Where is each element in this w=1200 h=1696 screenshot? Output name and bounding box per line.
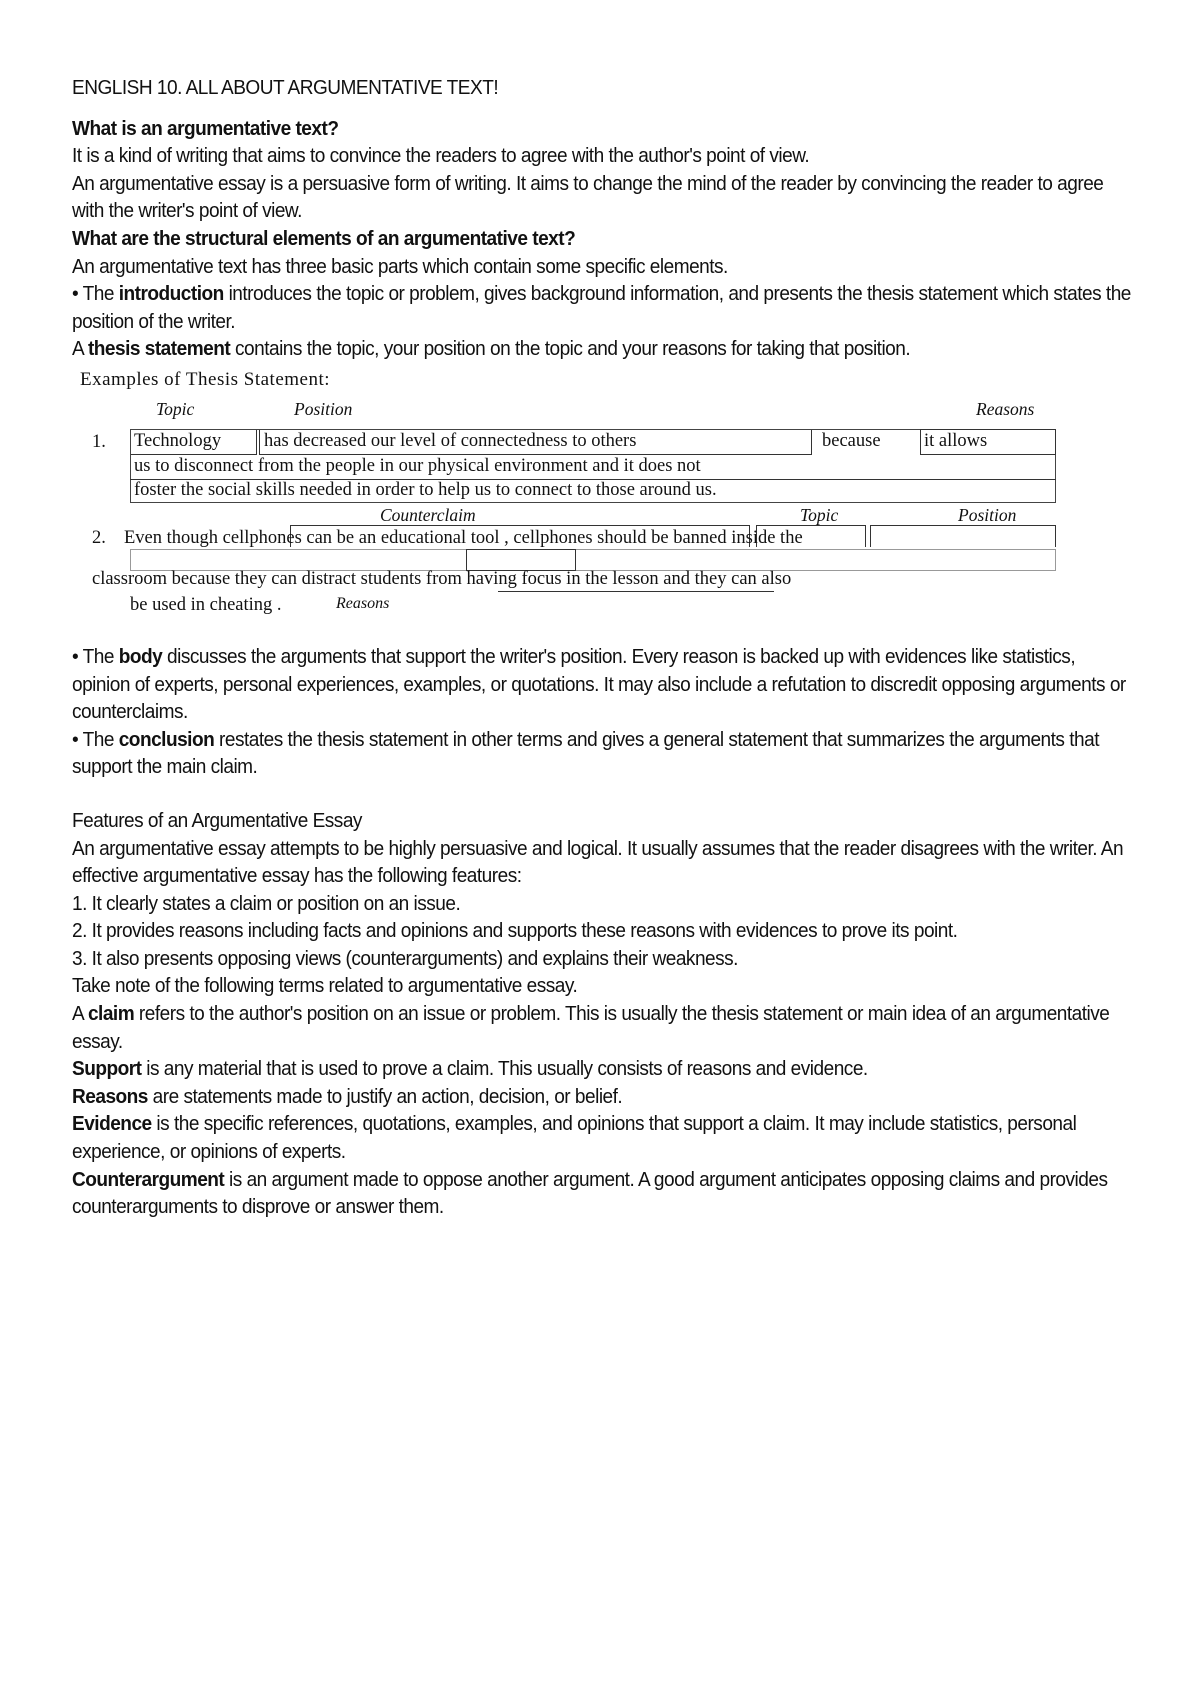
term-counterargument: Counterargument <box>72 1167 225 1191</box>
bullet-text: introduces the topic or problem, gives background information, and presents the thesis statement which states the position of the writer. <box>72 282 1131 333</box>
label-topic-2: Topic <box>800 504 839 525</box>
term-evidence: Evidence <box>72 1112 152 1136</box>
definition-text: is the specific references, quotations, examples, and opinions that support a claim. It may include statistics, personal experience, or opinions of experts. <box>72 1112 1077 1164</box>
term-support: Support <box>72 1057 142 1081</box>
label-topic: Topic <box>156 398 195 419</box>
term-counterargument-definition <box>72 1166 1132 1221</box>
parts-paragraph: An argumentative text has three basic parts which contain some specific elements. <box>72 254 728 278</box>
features-heading: Features of an Argumentative Essay <box>72 808 362 832</box>
example-1-because: because <box>822 430 881 451</box>
spacer <box>72 781 1132 807</box>
example-1-reason-line-2: us to disconnect from the people in our physical environment and it does not <box>134 455 701 476</box>
bullet-prefix: • The <box>72 727 119 751</box>
bullet-prefix: • The <box>72 644 119 668</box>
example-2-frame <box>130 549 1056 571</box>
example-1-reason-start: it allows <box>924 430 988 451</box>
thesis-statement-paragraph <box>72 335 1132 363</box>
term-support-definition <box>72 1055 1132 1083</box>
term-reasons: Reasons <box>72 1084 148 1108</box>
example-1-position: has decreased our level of connectedness to others <box>264 430 637 451</box>
example-number-1: 1. <box>92 431 106 452</box>
bullet-text: restates the thesis statement in other terms and gives a general statement that summarizes the arguments that support the main claim. <box>72 727 1099 779</box>
term-introduction: introduction <box>118 282 224 306</box>
term-thesis-statement: thesis statement <box>87 337 231 361</box>
terms-note: Take note of the following terms related to argumentative essay. <box>72 974 578 998</box>
label-position: Position <box>294 398 353 419</box>
reasons-underline <box>498 591 774 592</box>
document-page <box>72 74 1132 1221</box>
heading-text: What are the structural elements of an argumentative text? <box>72 226 576 250</box>
example-1-reason-line-3: foster the social skills needed in order to help us to connect to those around us. <box>134 479 717 500</box>
definition-paragraph-2: An argumentative essay is a persuasive form of writing. It aims to change the mind of the reader by convincing the reader to agree with the writer's point of view. <box>72 171 1104 223</box>
term-body: body <box>118 644 163 668</box>
conclusion-bullet <box>72 726 1132 781</box>
term-claim-definition <box>72 1000 1132 1055</box>
position-box-2 <box>870 525 1056 547</box>
introduction-bullet <box>72 280 1132 335</box>
term-evidence-definition <box>72 1110 1132 1165</box>
label-reasons: Reasons <box>976 398 1035 419</box>
label-position-2: Position <box>958 504 1017 525</box>
bullet-text: discusses the arguments that support the writer's position. Every reason is backed up with evidences like statistics, opinion of experts, personal experiences, examples, or quotations. It may also include a refutation to discredit opposing arguments or counterclaims. <box>72 644 1126 724</box>
feature-item-1: 1. It clearly states a claim or position on an issue. <box>72 891 461 915</box>
example-number-2: 2. <box>92 527 106 548</box>
bullet-prefix: • The <box>72 282 119 306</box>
features-intro: An argumentative essay attempts to be highly persuasive and logical. It usually assumes that the reader disagrees with the writer. An effective argumentative essay has the following features: <box>72 836 1124 888</box>
term-reasons-definition <box>72 1083 1132 1111</box>
definition-text: are statements made to justify an action, decision, or belief. <box>147 1084 623 1108</box>
definition-paragraph-1: It is a kind of writing that aims to convince the readers to agree with the author's point of view. <box>72 144 810 168</box>
definition-text: is any material that is used to prove a claim. This usually consists of reasons and evidence. <box>141 1057 868 1081</box>
heading-what-is <box>72 115 1132 143</box>
prefix: A <box>72 1002 88 1026</box>
definition-text: refers to the author's position on an issue or problem. This is usually the thesis statement or main idea of an argumentative essay. <box>72 1002 1110 1053</box>
body-bullet <box>72 643 1132 726</box>
label-reasons-2: Reasons <box>336 594 390 612</box>
example-2-frame-segment <box>466 549 576 571</box>
label-counterclaim: Counterclaim <box>380 504 476 525</box>
heading-text: What is an argumentative text? <box>72 116 339 140</box>
paragraph-text: contains the topic, your position on the topic and your reasons for taking that position. <box>230 337 911 361</box>
feature-item-2: 2. It provides reasons including facts and opinions and supports these reasons with evidences to prove its point. <box>72 919 958 943</box>
term-claim: claim <box>87 1002 135 1026</box>
document-title: ENGLISH 10. ALL ABOUT ARGUMENTATIVE TEXT! <box>72 76 499 99</box>
example-2-line-1: Even though cellphones can be an educational tool , cellphones should be banned inside the <box>124 527 803 548</box>
example-2-line-3: be used in cheating . <box>130 594 282 615</box>
feature-item-3: 3. It also presents opposing views (counterarguments) and explains their weakness. <box>72 946 738 970</box>
prefix: A <box>72 337 88 361</box>
thesis-examples-figure <box>72 369 1112 639</box>
definition-text: is an argument made to oppose another argument. A good argument anticipates opposing claims and provides counterarguments to disprove or answer them. <box>72 1167 1108 1219</box>
example-1-topic: Technology <box>134 430 222 451</box>
example-2-line-2: classroom because they can distract students from having focus in the lesson and they can also <box>92 568 792 589</box>
figure-heading: Examples of Thesis Statement: <box>80 368 331 390</box>
term-conclusion: conclusion <box>118 727 215 751</box>
heading-structural-elements <box>72 225 1132 253</box>
